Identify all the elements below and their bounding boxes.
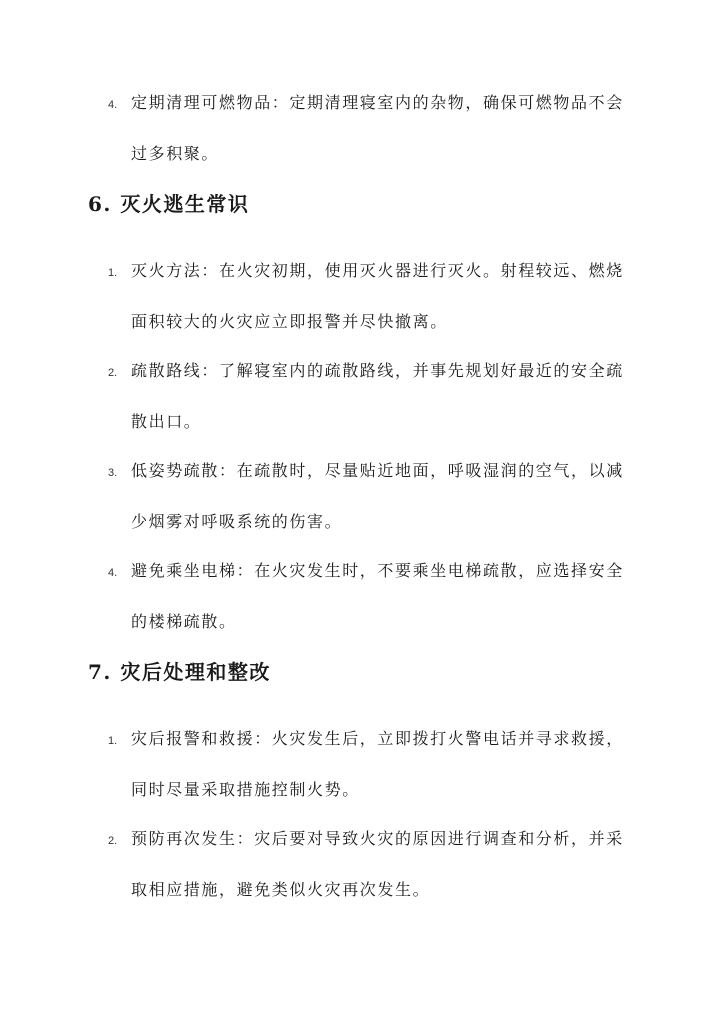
list-item-number: 4.: [108, 99, 118, 111]
list-item-number: 2.: [108, 367, 118, 379]
list-item-number: 3.: [108, 467, 118, 479]
list-item-number: 4.: [108, 567, 118, 579]
list-item-text: 灭火方法：在火灾初期，使用灭火器进行灭火。射程较远、燃烧面积较大的火灾应立即报警并尽快撤离。: [131, 261, 624, 331]
list-item-text: 预防再次发生：灾后要对导致火灾的原因进行调查和分析，并采取相应措施，避免类似火灾再次发生。: [131, 829, 624, 899]
list-item-text: 低姿势疏散：在疏散时，尽量贴近地面，呼吸湿润的空气，以减少烟雾对呼吸系统的伤害。: [131, 461, 624, 531]
list-item-text: 避免乘坐电梯：在火灾发生时，不要乘坐电梯疏散，应选择安全的楼梯疏散。: [131, 561, 624, 631]
list-item-number: 1.: [108, 735, 118, 747]
list-item-text: 定期清理可燃物品：定期清理寝室内的杂物，确保可燃物品不会过多积聚。: [131, 93, 624, 163]
list-item-text: 灾后报警和救援：火灾发生后，立即拨打火警电话并寻求救援，同时尽量采取措施控制火势。: [131, 729, 624, 799]
list-item-number: 2.: [108, 835, 118, 847]
list-item-text: 疏散路线：了解寝室内的疏散路线，并事先规划好最近的安全疏散出口。: [131, 361, 624, 431]
section-heading-7: 7. 灾后处理和整改: [88, 660, 271, 684]
section-heading-6: 6. 灭火逃生常识: [88, 192, 250, 216]
list-item-number: 1.: [108, 267, 118, 279]
